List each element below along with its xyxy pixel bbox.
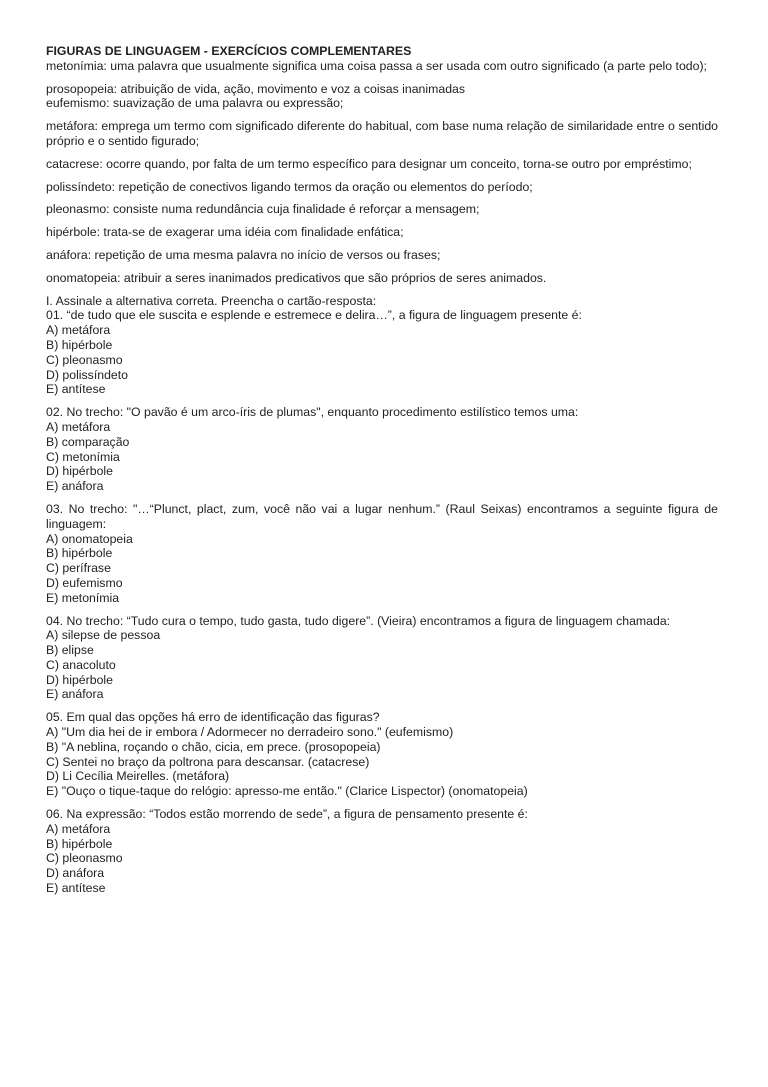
option-a: A) silepse de pessoa <box>46 628 161 643</box>
definition-onomatopeia: onomatopeia: atribuir a seres inanimados predicativos que são próprios de seres animados. <box>46 270 547 285</box>
question-text: 05. Em qual das opções há erro de identificação das figuras? <box>46 710 380 725</box>
option-e: E) antítese <box>46 382 106 397</box>
option-a: A) metáfora <box>46 419 111 434</box>
question-03 <box>46 502 718 606</box>
definition-polissindeto: polissíndeto: repetição de conectivos ligando termos da oração ou elementos do período; <box>46 179 533 194</box>
option-d: D) hipérbole <box>46 464 113 479</box>
question-04 <box>46 614 718 703</box>
option-d: D) anáfora <box>46 866 105 881</box>
definition-eufemismo: eufemismo: suavização de uma palavra ou expressão; <box>46 96 344 111</box>
question-text: 06. Na expressão: “Todos estão morrendo de sede”, a figura de pensamento presente é: <box>46 807 528 822</box>
option-d: D) eufemismo <box>46 575 123 590</box>
option-e: E) metonímia <box>46 590 120 605</box>
option-c: C) Sentei no braço da poltrona para descansar. (catacrese) <box>46 754 370 769</box>
option-c: C) anacoluto <box>46 657 116 672</box>
option-b: B) "A neblina, roçando o chão, cicia, em prece. (prosopopeia) <box>46 739 381 754</box>
option-b: B) hipérbole <box>46 337 113 352</box>
question-text: 01. “de tudo que ele suscita e esplende e estremece e delira…”, a figura de linguagem presente é: <box>46 308 582 323</box>
question-01 <box>46 308 718 397</box>
option-a: A) "Um dia hei de ir embora / Adormecer no derradeiro sono." (eufemismo) <box>46 725 454 740</box>
definition-metafora: metáfora: emprega um termo com significado diferente do habitual, com base numa relação de similaridade entre o sentido próprio e o sentido figurado; <box>46 119 718 148</box>
document-title: FIGURAS DE LINGUAGEM - EXERCÍCIOS COMPLEMENTARES <box>46 44 412 58</box>
definition-prosopopeia: prosopopeia: atribuição de vida, ação, movimento e voz a coisas inanimadas <box>46 81 466 96</box>
option-d: D) polissíndeto <box>46 367 129 382</box>
option-a: A) metáfora <box>46 323 111 338</box>
exercise-instruction: I. Assinale a alternativa correta. Preencha o cartão-resposta: <box>46 293 377 308</box>
option-c: C) metonímia <box>46 449 120 464</box>
option-e: E) antítese <box>46 881 106 896</box>
option-e: E) anáfora <box>46 687 104 702</box>
option-c: C) pleonasmo <box>46 851 123 866</box>
definition-anafora: anáfora: repetição de uma mesma palavra no início de versos ou frases; <box>46 247 441 262</box>
option-c: C) perífrase <box>46 561 111 576</box>
question-05 <box>46 710 718 799</box>
question-text: 02. No trecho: "O pavão é um arco-íris de plumas", enquanto procedimento estilístico temos uma: <box>46 405 579 420</box>
option-a: A) metáfora <box>46 821 111 836</box>
definition-pleonasmo: pleonasmo: consiste numa redundância cuja finalidade é reforçar a mensagem; <box>46 202 480 217</box>
option-b: B) hipérbole <box>46 546 113 561</box>
question-02 <box>46 405 718 494</box>
question-text: 03. No trecho: "…“Plunct, plact, zum, você não vai a lugar nenhum.” (Raul Seixas) encontramos a seguinte figura de linguagem: <box>46 501 718 531</box>
option-c: C) pleonasmo <box>46 352 123 367</box>
document-page <box>46 44 718 896</box>
option-d: D) hipérbole <box>46 672 113 687</box>
definition-metonimia: metonímia: uma palavra que usualmente significa uma coisa passa a ser usada com outro significado (a parte pelo todo); <box>46 58 707 73</box>
option-d: D) Li Cecília Meirelles. (metáfora) <box>46 769 230 784</box>
option-e: E) anáfora <box>46 479 104 494</box>
option-e: E) "Ouço o tique-taque do relógio: apresso-me então." (Clarice Lispector) (onomatopeia) <box>46 784 528 799</box>
option-b: B) comparação <box>46 434 130 449</box>
question-06 <box>46 807 718 896</box>
definition-hiperbole: hipérbole: trata-se de exagerar uma idéia com finalidade enfática; <box>46 225 404 240</box>
question-text: 04. No trecho: “Tudo cura o tempo, tudo gasta, tudo digere”. (Vieira) encontramos a figura de linguagem chamada: <box>46 613 671 628</box>
option-b: B) hipérbole <box>46 836 113 851</box>
option-a: A) onomatopeia <box>46 531 133 546</box>
definition-catacrese: catacrese: ocorre quando, por falta de um termo específico para designar um conceito, torna-se outro por empréstimo; <box>46 156 692 171</box>
option-b: B) elipse <box>46 643 94 658</box>
